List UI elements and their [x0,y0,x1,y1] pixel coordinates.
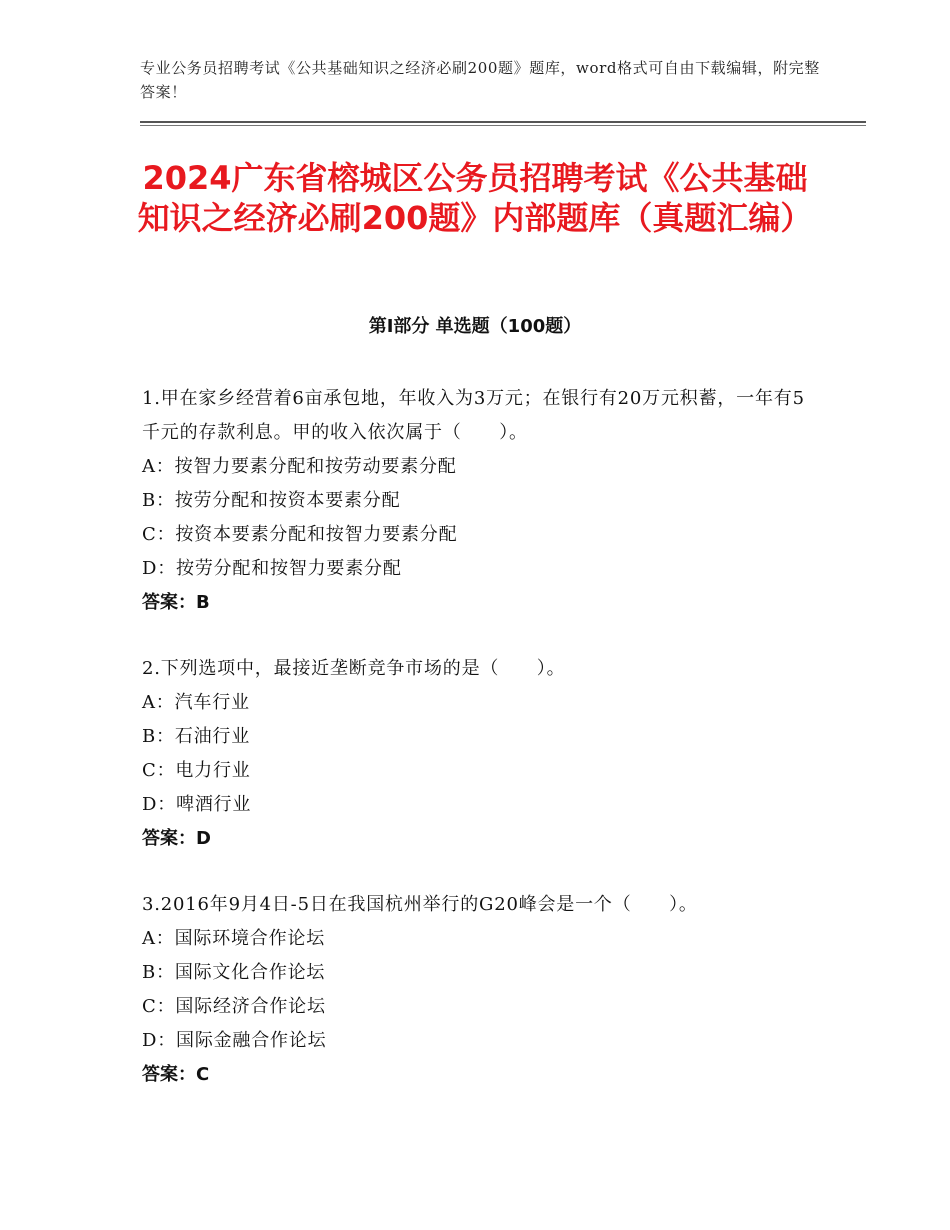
answer-label: 答案：D [142,828,211,849]
section-title: 第Ⅰ部分 单选题（100题） [368,316,582,337]
option-c: C：国际经济合作论坛 [142,996,326,1017]
answer-label: 答案：C [142,1064,210,1085]
question-3 [142,888,822,1092]
question-stem: 1.甲在家乡经营着6亩承包地，年收入为3万元；在银行有20万元积蓄，一年有5千元的存款利息。甲的收入依次属于（ ）。 [142,388,805,443]
option-d: D：国际金融合作论坛 [142,1030,327,1051]
option-b: B：石油行业 [142,726,251,747]
question-list [142,382,822,1124]
document-title: 2024广东省榕城区公务员招聘考试《公共基础知识之经济必刷200题》内部题库（真题汇编） [137,159,813,237]
option-b: B：按劳分配和按资本要素分配 [142,490,401,511]
option-d: D：啤酒行业 [142,794,252,815]
question-stem: 3.2016年9月4日-5日在我国杭州举行的G20峰会是一个（ ）。 [142,894,698,915]
header-divider-thin [140,125,866,126]
option-b: B：国际文化合作论坛 [142,962,326,983]
option-c: C：电力行业 [142,760,251,781]
question-2 [142,652,822,856]
answer-label: 答案：B [142,592,210,613]
option-d: D：按劳分配和按智力要素分配 [142,558,402,579]
header-note: 专业公务员招聘考试《公共基础知识之经济必刷200题》题库，word格式可自由下载编辑，附完整答案！ [140,59,820,101]
option-a: A：国际环境合作论坛 [142,928,325,949]
question-1 [142,382,822,620]
header-divider [140,121,866,123]
option-a: A：汽车行业 [142,692,250,713]
option-c: C：按资本要素分配和按智力要素分配 [142,524,458,545]
option-a: A：按智力要素分配和按劳动要素分配 [142,456,457,477]
question-stem: 2.下列选项中，最接近垄断竞争市场的是（ ）。 [142,658,566,679]
